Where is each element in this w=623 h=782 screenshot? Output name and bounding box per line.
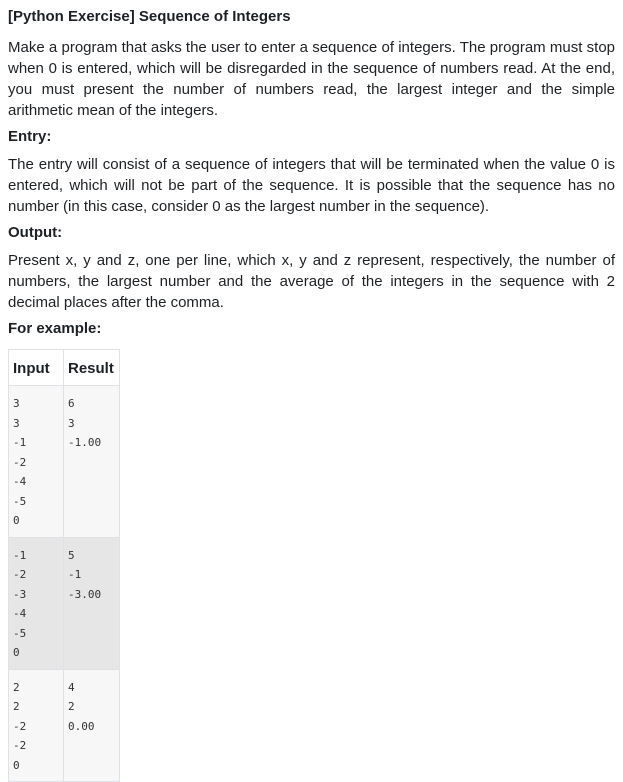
input-line: -2	[13, 739, 27, 752]
result-line: 2	[68, 700, 75, 713]
header-input: Input	[9, 350, 64, 386]
input-line: -4	[13, 607, 27, 620]
input-line: 2	[13, 680, 20, 694]
input-cell	[9, 537, 64, 669]
result-line: 0.00	[68, 719, 95, 733]
input-line: -1	[13, 548, 27, 562]
input-line: -5	[13, 494, 27, 508]
input-line: 0	[13, 758, 20, 772]
input-line: 3	[13, 416, 20, 430]
input-line: 0	[13, 646, 20, 659]
result-line: -3.00	[68, 587, 102, 601]
input-line: -1	[13, 436, 27, 449]
result-line: -1.00	[68, 436, 102, 449]
intro-paragraph: Make a program that asks the user to enter a sequence of integers. The program must stop when 0 is entered, which will be disregarded in the sequence of numbers read. At the end, you must present the number of numbers read, the largest integer and the simple arithmetic mean of the integers.	[8, 39, 615, 119]
input-line: -4	[13, 475, 27, 488]
input-line: 2	[13, 700, 20, 713]
input-line: -5	[13, 626, 27, 640]
result-cell	[64, 537, 120, 669]
result-line: 3	[68, 416, 75, 430]
output-heading: Output:	[8, 224, 63, 241]
result-line: 5	[68, 548, 75, 562]
output-paragraph: Present x, y and z, one per line, which x, y and z represent, respectively, the number of numbers, the largest number and the average of the integers in the sequence with 2 decimal places after the comma.	[8, 252, 615, 311]
table-header-row	[9, 350, 120, 386]
entry-paragraph: The entry will consist of a sequence of integers that will be terminated when the value 0 is entered, which will not be part of the sequence. It is possible that the sequence has no number (in this case, consider 0 as the largest number in the sequence).	[8, 156, 615, 215]
entry-heading: Entry:	[8, 128, 52, 145]
input-line: -3	[13, 587, 27, 601]
result-cell	[64, 669, 120, 782]
table-row	[9, 386, 120, 538]
input-cell	[9, 386, 64, 538]
header-result: Result	[64, 350, 120, 386]
table-row	[9, 669, 120, 782]
result-cell	[64, 386, 120, 538]
exercise-title: [Python Exercise] Sequence of Integers	[8, 8, 291, 25]
input-line: -2	[13, 455, 27, 469]
table-row	[9, 537, 120, 669]
result-line: -1	[68, 568, 82, 581]
input-line: -2	[13, 719, 27, 733]
example-table	[8, 349, 120, 782]
input-cell	[9, 669, 64, 782]
example-heading: For example:	[8, 320, 102, 337]
example-table-body	[9, 386, 120, 782]
result-line: 4	[68, 680, 75, 694]
input-line: 0	[13, 514, 20, 527]
result-line: 6	[68, 397, 75, 410]
input-line: 3	[13, 397, 20, 410]
input-line: -2	[13, 568, 27, 581]
